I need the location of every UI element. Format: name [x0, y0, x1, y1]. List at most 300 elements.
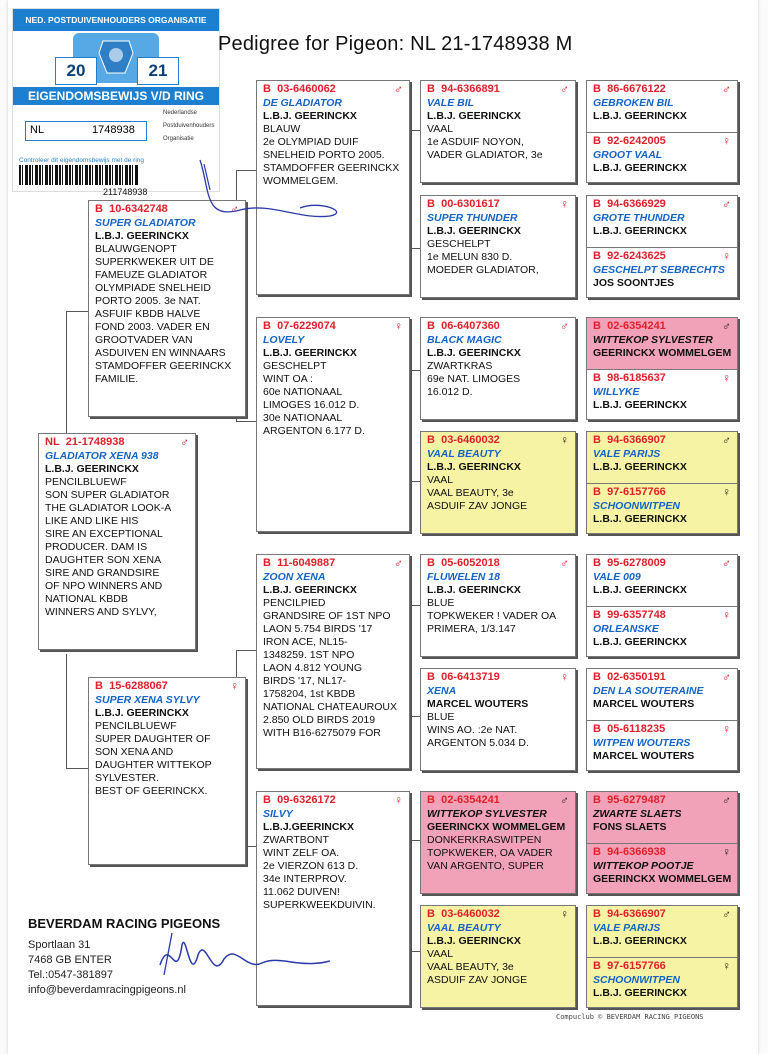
pigeon-notes — [45, 476, 191, 619]
pigeon-owner: L.B.J. GEERINCKX — [263, 584, 357, 596]
pigeon-owner: L.B.J. GEERINCKX — [593, 399, 687, 411]
ring-number: 97-6157766 — [607, 486, 666, 498]
pigeon-owner: L.B.J. GEERINCKX — [427, 225, 521, 237]
note-line: BIRDS '17, NL17- — [263, 675, 347, 687]
pigeon-card-main[interactable] — [38, 433, 196, 650]
note-line: BEST OF GEERINCKX. — [95, 785, 208, 797]
connector — [66, 311, 89, 435]
female-icon: ♀ — [394, 319, 403, 333]
note-line: ASDUIF ZAV JONGE — [427, 500, 528, 512]
pigeon-card-dsd[interactable] — [420, 668, 576, 771]
ring-number: 03-6460032 — [441, 434, 500, 446]
ring-side-line: Postduivenhouders — [163, 123, 215, 129]
pigeon-name: WITPEN WOUTERS — [593, 737, 691, 749]
pigeon-owner: MARCEL WOUTERS — [593, 750, 695, 762]
pigeon-card-small[interactable] — [587, 81, 737, 132]
pigeon-name: SUPER GLADIATOR — [95, 217, 196, 229]
ring-prefix: B — [593, 434, 601, 446]
note-line: FOND 2003. VADER EN — [95, 321, 210, 333]
note-line: WINT ZELF OA. — [263, 847, 340, 859]
pigeon-owner: GEERINCKX WOMMELGEM — [427, 821, 566, 833]
ring-prefix: B — [427, 557, 435, 569]
female-icon: ♀ — [560, 197, 569, 211]
pigeon-name: VALE PARIJS — [593, 448, 661, 460]
note-line: DAUGHTER WITTEKOP — [95, 759, 212, 771]
ring-number: 99-6357748 — [607, 609, 666, 621]
ring-number: 92-6243625 — [607, 250, 666, 262]
pigeon-owner: L.B.J. GEERINCKX — [593, 110, 687, 122]
note-line: FAMILIE. — [95, 373, 139, 385]
note-line: 16.012 D. — [427, 386, 473, 398]
female-icon: ♀ — [722, 134, 731, 148]
ring-prefix: B — [427, 794, 435, 806]
note-line: 2e VIERZON 613 D. — [263, 860, 359, 872]
pigeon-name: ORLEANSKE — [593, 623, 659, 635]
note-line: LIMOGES 16.012 D. — [263, 399, 360, 411]
ring-prefix: B — [593, 794, 601, 806]
pigeon-header — [427, 671, 571, 684]
note-line: NATIONAL CHATEAUROUX — [263, 701, 397, 713]
pigeon-name: BLACK MAGIC — [427, 334, 502, 346]
ring-number-field — [25, 121, 147, 141]
pigeon-name: WILLYKE — [593, 386, 640, 398]
pigeon-card-small[interactable] — [587, 669, 737, 720]
pigeon-name: VALE PARIJS — [593, 922, 661, 934]
pigeon-name: FLUWELEN 18 — [427, 571, 500, 583]
pigeon-card-small[interactable] — [587, 720, 737, 772]
pair-card-1 — [586, 80, 738, 183]
pigeon-owner: MARCEL WOUTERS — [593, 698, 695, 710]
pigeon-card-dam-dam[interactable] — [256, 791, 410, 1006]
pigeon-name: WITTEKOP SYLVESTER — [427, 808, 547, 820]
ring-prefix: B — [593, 723, 601, 735]
ring-prefix: B — [427, 198, 435, 210]
female-icon: ♀ — [394, 793, 403, 807]
ring-number: 02-6350191 — [607, 671, 666, 683]
pigeon-name: SUPER XENA SYLVY — [95, 694, 200, 706]
pigeon-owner: L.B.J. GEERINCKX — [95, 230, 189, 242]
ring-number: 94-6366907 — [607, 434, 666, 446]
pigeon-owner: L.B.J. GEERINCKX — [593, 461, 687, 473]
note-line: STAMDOFFER GEERINCKX — [263, 162, 400, 174]
pigeon-owner: L.B.J. GEERINCKX — [263, 110, 357, 122]
ring-number: 94-6366891 — [441, 83, 500, 95]
pigeon-card-small[interactable] — [587, 132, 737, 184]
pigeon-card-sdd[interactable] — [420, 431, 576, 534]
male-icon: ♂ — [560, 556, 569, 570]
male-icon: ♂ — [180, 435, 189, 449]
pigeon-name: SCHOONWITPEN — [593, 974, 680, 986]
note-line: LIKE AND LIKE HIS — [45, 515, 139, 527]
breeder-city: 7468 GB ENTER — [28, 954, 112, 966]
pigeon-header — [427, 434, 571, 447]
ring-side-line: Organisatie — [163, 136, 194, 142]
ring-number: 07-6229074 — [277, 320, 336, 332]
ring-number: 05-6118235 — [607, 723, 666, 735]
ring-side-text — [163, 107, 214, 146]
note-line: LAON 5.754 BIRDS '17 — [263, 623, 373, 635]
ring-number: 02-6354241 — [441, 794, 500, 806]
note-line: SUPER DAUGHTER OF — [95, 733, 211, 745]
pigeon-card-small[interactable] — [587, 792, 737, 843]
pigeon-name: VAAL BEAUTY — [427, 922, 501, 934]
pigeon-owner: JOS SOONTJES — [593, 277, 675, 289]
page-title: Pedigree for Pigeon: NL 21-1748938 M — [218, 33, 573, 55]
note-line: TOPKWEKER, OA VADER — [427, 847, 553, 859]
ring-prefix: B — [427, 434, 435, 446]
female-icon: ♀ — [722, 608, 731, 622]
pigeon-name: WITTEKOP SYLVESTER — [593, 334, 713, 346]
pigeon-name: SUPER THUNDER — [427, 212, 518, 224]
pigeon-name: LOVELY — [263, 334, 305, 346]
male-icon: ♂ — [560, 319, 569, 333]
pigeon-name: GESCHELPT SEBRECHTS — [593, 264, 725, 276]
pigeon-header — [593, 846, 733, 859]
note-line: WINS AO. :2e NAT. — [427, 724, 518, 736]
pigeon-owner: L.B.J.GEERINCKX — [263, 821, 355, 833]
pigeon-name: GEBROKEN BIL — [593, 97, 674, 109]
ring-prefix: B — [593, 198, 601, 210]
male-icon: ♂ — [722, 433, 731, 447]
note-line: BLUE — [427, 711, 455, 723]
ring-number: 05-6052018 — [441, 557, 500, 569]
note-line: ASFUIF KBDB HALVE — [95, 308, 201, 320]
note-line: OF NPO WINNERS AND — [45, 580, 163, 592]
ring-number: 86-6676122 — [607, 83, 666, 95]
pair-card-8 — [586, 905, 738, 1008]
ring-prefix: B — [593, 846, 601, 858]
note-line: WOMMELGEM. — [263, 175, 339, 187]
note-line: VAN ARGENTO, SUPER — [427, 860, 544, 872]
pigeon-owner: L.B.J. GEERINCKX — [593, 584, 687, 596]
pigeon-card-sss[interactable] — [420, 80, 576, 183]
ring-prefix: B — [593, 372, 601, 384]
male-icon: ♂ — [722, 793, 731, 807]
note-line: VAAL — [427, 474, 454, 486]
note-line: WINNERS AND SYLVY, — [45, 606, 157, 618]
pigeon-owner: L.B.J. GEERINCKX — [593, 636, 687, 648]
ring-number: 21-1748938 — [65, 436, 125, 448]
female-icon: ♀ — [560, 433, 569, 447]
pigeon-card-small[interactable] — [587, 555, 737, 606]
ring-prefix: B — [593, 609, 601, 621]
ring-year-left: 20 — [55, 57, 97, 85]
note-line: VADER GLADIATOR, 3e — [427, 149, 543, 161]
ring-number: 10-6342748 — [109, 203, 168, 215]
male-icon: ♂ — [394, 82, 403, 96]
ring-number: 02-6354241 — [607, 320, 666, 332]
pigeon-header — [427, 557, 571, 570]
pigeon-header — [593, 135, 733, 148]
pigeon-card-small[interactable] — [587, 318, 737, 369]
note-line: GROOTVADER VAN — [95, 334, 193, 346]
note-line: 1758204, 1st KBDB — [263, 688, 356, 700]
pigeon-owner: L.B.J. GEERINCKX — [427, 584, 521, 596]
pigeon-header — [263, 557, 405, 570]
male-icon: ♂ — [722, 556, 731, 570]
note-line: WINT OA : — [263, 373, 313, 385]
male-icon: ♂ — [560, 793, 569, 807]
ring-prefix: B — [593, 960, 601, 972]
note-line: 30e NATIONAAL — [263, 412, 343, 424]
pigeon-header — [263, 794, 405, 807]
ring-number: 06-6413719 — [441, 671, 500, 683]
pigeon-owner: L.B.J. GEERINCKX — [427, 935, 521, 947]
pigeon-header — [593, 250, 733, 263]
male-icon: ♂ — [722, 319, 731, 333]
pigeon-card-sire[interactable] — [88, 200, 246, 417]
pigeon-header — [593, 609, 733, 622]
pigeon-card-small[interactable] — [587, 247, 737, 299]
male-icon: ♂ — [722, 197, 731, 211]
pigeon-card-dam[interactable] — [88, 677, 246, 865]
pigeon-name: ZOON XENA — [263, 571, 326, 583]
female-icon: ♀ — [722, 722, 731, 736]
male-icon: ♂ — [722, 82, 731, 96]
note-line: VAAL — [427, 123, 454, 135]
ring-number: 06-6407360 — [441, 320, 500, 332]
ring-country: NL — [30, 124, 45, 136]
pigeon-owner: L.B.J. GEERINCKX — [427, 461, 521, 473]
software-credit: Compuclub © BEVERDAM RACING PIGEONS — [556, 1013, 704, 1021]
pigeon-card-sire-sire[interactable] — [256, 80, 410, 295]
pigeon-header — [593, 794, 733, 807]
note-line: GESCHELPT — [427, 238, 491, 250]
note-line: SON XENA AND — [95, 746, 174, 758]
pigeon-header — [427, 198, 571, 211]
pigeon-header — [593, 671, 733, 684]
pigeon-name: DE GLADIATOR — [263, 97, 342, 109]
pigeon-owner: L.B.J. GEERINCKX — [593, 225, 687, 237]
ring-prefix: B — [593, 135, 601, 147]
breeder-email[interactable]: info@beverdamracingpigeons.nl — [28, 984, 186, 996]
pigeon-name: XENA — [427, 685, 457, 697]
note-line: 11.062 DUIVEN! — [263, 886, 340, 898]
ring-number: 03-6460032 — [441, 908, 500, 920]
ring-note: Controleer dit eigendomsbewijs met de ring — [19, 157, 145, 164]
note-line: DONKERKRASWITPEN — [427, 834, 542, 846]
pigeon-card-small[interactable] — [587, 369, 737, 421]
note-line: GRANDSIRE OF 1ST NPO — [263, 610, 391, 622]
pigeon-owner: L.B.J. GEERINCKX — [593, 162, 687, 174]
note-line: 1e MELUN 830 D. — [427, 251, 513, 263]
ring-prefix: B — [593, 83, 601, 95]
connector — [66, 654, 89, 769]
pigeon-card-small[interactable] — [587, 906, 737, 957]
note-line: PENCILBLUEWF — [95, 720, 177, 732]
pigeon-card-small[interactable] — [587, 432, 737, 483]
breeder-phone: Tel.:0547-381897 — [28, 969, 114, 981]
pigeon-owner: L.B.J. GEERINCKX — [95, 707, 189, 719]
pigeon-owner: L.B.J. GEERINCKX — [427, 347, 521, 359]
pigeon-card-small[interactable] — [587, 196, 737, 247]
pigeon-name: VALE BIL — [427, 97, 475, 109]
pigeon-header — [593, 486, 733, 499]
pigeon-card-dss[interactable] — [420, 554, 576, 657]
pigeon-header — [263, 83, 405, 96]
note-line: ARGENTON 6.177 D. — [263, 425, 365, 437]
pigeon-header — [45, 436, 191, 449]
note-line: SUPERKWEKER UIT DE — [95, 256, 214, 268]
note-line: LAON 4.812 YOUNG — [263, 662, 363, 674]
ring-prefix: B — [95, 203, 103, 215]
note-line: PRIMERA, 1/3.147 — [427, 623, 516, 635]
ring-prefix: B — [593, 908, 601, 920]
ring-number: 94-6366938 — [607, 846, 666, 858]
note-line: 2.850 OLD BIRDS 2019 — [263, 714, 376, 726]
ring-number: 92-6242005 — [607, 135, 666, 147]
pigeon-owner: L.B.J. GEERINCKX — [593, 513, 687, 525]
pigeon-name: SCHOONWITPEN — [593, 500, 680, 512]
ring-org: NED. POSTDUIVENHOUDERS ORGANISATIE — [13, 9, 219, 31]
pigeon-name: VAAL BEAUTY — [427, 448, 501, 460]
pair-card-3 — [586, 317, 738, 420]
note-line: BLAUWGENOPT — [95, 243, 177, 255]
male-icon: ♂ — [394, 556, 403, 570]
note-line: VAAL — [427, 948, 454, 960]
note-line: SON SUPER GLADIATOR — [45, 489, 170, 501]
female-icon: ♀ — [560, 907, 569, 921]
pair-card-7 — [586, 791, 738, 894]
pigeon-card-ssd[interactable] — [420, 195, 576, 298]
pigeon-name: GROTE THUNDER — [593, 212, 685, 224]
note-line: IRON ACE, NL15- — [263, 636, 348, 648]
pigeon-header — [427, 908, 571, 921]
pigeon-header — [593, 960, 733, 973]
ring-certificate — [12, 8, 220, 197]
note-line: WITH B16-6275079 FOR — [263, 727, 381, 739]
pigeon-card-dds[interactable] — [420, 791, 576, 894]
note-line: SNELHEID PORTO 2005. — [263, 149, 385, 161]
ring-prefix: B — [427, 908, 435, 920]
note-line: ASDUIF ZAV JONGE — [427, 974, 528, 986]
note-line: STAMDOFFER GEERINCKX — [95, 360, 232, 372]
note-line: VAAL BEAUTY, 3e — [427, 487, 514, 499]
note-line: GESCHELPT — [263, 360, 327, 372]
note-line: BLAUW — [263, 123, 301, 135]
pigeon-owner: L.B.J. GEERINCKX — [263, 347, 357, 359]
ring-prefix: B — [263, 83, 271, 95]
note-line: NATIONAL KBDB — [45, 593, 128, 605]
female-icon: ♀ — [722, 959, 731, 973]
pigeon-card-sire-dam[interactable] — [256, 317, 410, 532]
note-line: 60e NATIONAAL — [263, 386, 343, 398]
female-icon: ♀ — [230, 679, 239, 693]
pigeon-owner: L.B.J. GEERINCKX — [45, 463, 139, 475]
pigeon-header — [95, 203, 241, 216]
pigeon-header — [593, 557, 733, 570]
ring-number: 97-6157766 — [607, 960, 666, 972]
note-line: PENCILBLUEWF — [45, 476, 127, 488]
pigeon-name: VALE 009 — [593, 571, 641, 583]
pigeon-card-dam-sire[interactable] — [256, 554, 410, 769]
note-line: SIRE AN EXCEPTIONAL — [45, 528, 163, 540]
pigeon-card-small[interactable] — [587, 483, 737, 535]
pigeon-name: DEN LA SOUTERAINE — [593, 685, 704, 697]
ring-prefix: B — [427, 671, 435, 683]
ring-number: 00-6301617 — [441, 198, 500, 210]
male-icon: ♂ — [230, 202, 239, 216]
ring-number: 95-6278009 — [607, 557, 666, 569]
note-line: ARGENTON 5.034 D. — [427, 737, 529, 749]
note-line: OLYMPIADE SNELHEID — [95, 282, 211, 294]
note-line: TOPKWEKER ! VADER OA — [427, 610, 557, 622]
pigeon-owner: L.B.J. GEERINCKX — [593, 935, 687, 947]
pigeon-card-ddd[interactable] — [420, 905, 576, 1008]
pair-card-5 — [586, 554, 738, 657]
pair-card-4 — [586, 431, 738, 534]
pigeon-card-small[interactable] — [587, 957, 737, 1009]
pigeon-header — [427, 794, 571, 807]
note-line: 69e NAT. LIMOGES — [427, 373, 521, 385]
pair-card-6 — [586, 668, 738, 771]
barcode-number: 211748938 — [103, 187, 148, 197]
note-line: SIRE AND GRANDSIRE — [45, 567, 160, 579]
note-line: MOEDER GLADIATOR, — [427, 264, 539, 276]
female-icon: ♀ — [722, 249, 731, 263]
note-line: ASDUIVEN EN WINNAARS — [95, 347, 226, 359]
note-line: PENCILPIED — [263, 597, 326, 609]
pigeon-header — [593, 908, 733, 921]
pigeon-card-small[interactable] — [587, 843, 737, 895]
ring-prefix: B — [263, 557, 271, 569]
pigeon-name: GLADIATOR XENA 938 — [45, 450, 159, 462]
ring-prefix: B — [593, 320, 601, 332]
ring-prefix: B — [593, 671, 601, 683]
pigeon-owner: FONS SLAETS — [593, 821, 667, 833]
ring-number: 94-6366929 — [607, 198, 666, 210]
female-icon: ♀ — [722, 485, 731, 499]
pigeon-header — [593, 723, 733, 736]
note-line: FAMEUZE GLADIATOR — [95, 269, 208, 281]
breeder-name: BEVERDAM RACING PIGEONS — [28, 916, 221, 931]
note-line: 34e INTERPROV. — [263, 873, 347, 885]
pigeon-header — [593, 83, 733, 96]
note-line: PORTO 2005. 3e NAT. — [95, 295, 201, 307]
ring-number: 1748938 — [92, 124, 135, 136]
ring-side-line: Nederlandse — [163, 110, 198, 116]
pigeon-header — [593, 320, 733, 333]
ring-number: 11-6049887 — [277, 557, 336, 569]
ring-prefix: B — [593, 250, 601, 262]
note-line: 1348259. 1ST NPO — [263, 649, 355, 661]
note-line: DAUGHTER SON XENA — [45, 554, 162, 566]
pigeon-name: WITTEKOP POOTJE — [593, 860, 694, 872]
pigeon-card-sds[interactable] — [420, 317, 576, 420]
ring-number: 94-6366907 — [607, 908, 666, 920]
pigeon-owner: L.B.J. GEERINCKX — [593, 987, 687, 999]
note-line: ZWARTKRAS — [427, 360, 493, 372]
barcode — [19, 165, 139, 185]
ring-prefix: NL — [45, 436, 60, 448]
ring-number: 09-6326172 — [277, 794, 336, 806]
ring-number: 98-6185637 — [607, 372, 666, 384]
pigeon-owner: GEERINCKX WOMMELGEM — [593, 873, 732, 885]
male-icon: ♂ — [560, 82, 569, 96]
pigeon-card-small[interactable] — [587, 606, 737, 658]
female-icon: ♀ — [722, 371, 731, 385]
pigeon-header — [95, 680, 241, 693]
pigeon-header — [263, 320, 405, 333]
note-line: SYLVESTER. — [95, 772, 159, 784]
ring-prefix: B — [593, 557, 601, 569]
note-line: SUPERKWEEKDUIVIN. — [263, 899, 376, 911]
breeder-address: Sportlaan 31 — [28, 939, 91, 951]
note-line: 2e OLYMPIAD DUIF — [263, 136, 359, 148]
ring-prefix: B — [263, 794, 271, 806]
pair-card-2 — [586, 195, 738, 298]
ring-prefix: B — [427, 83, 435, 95]
